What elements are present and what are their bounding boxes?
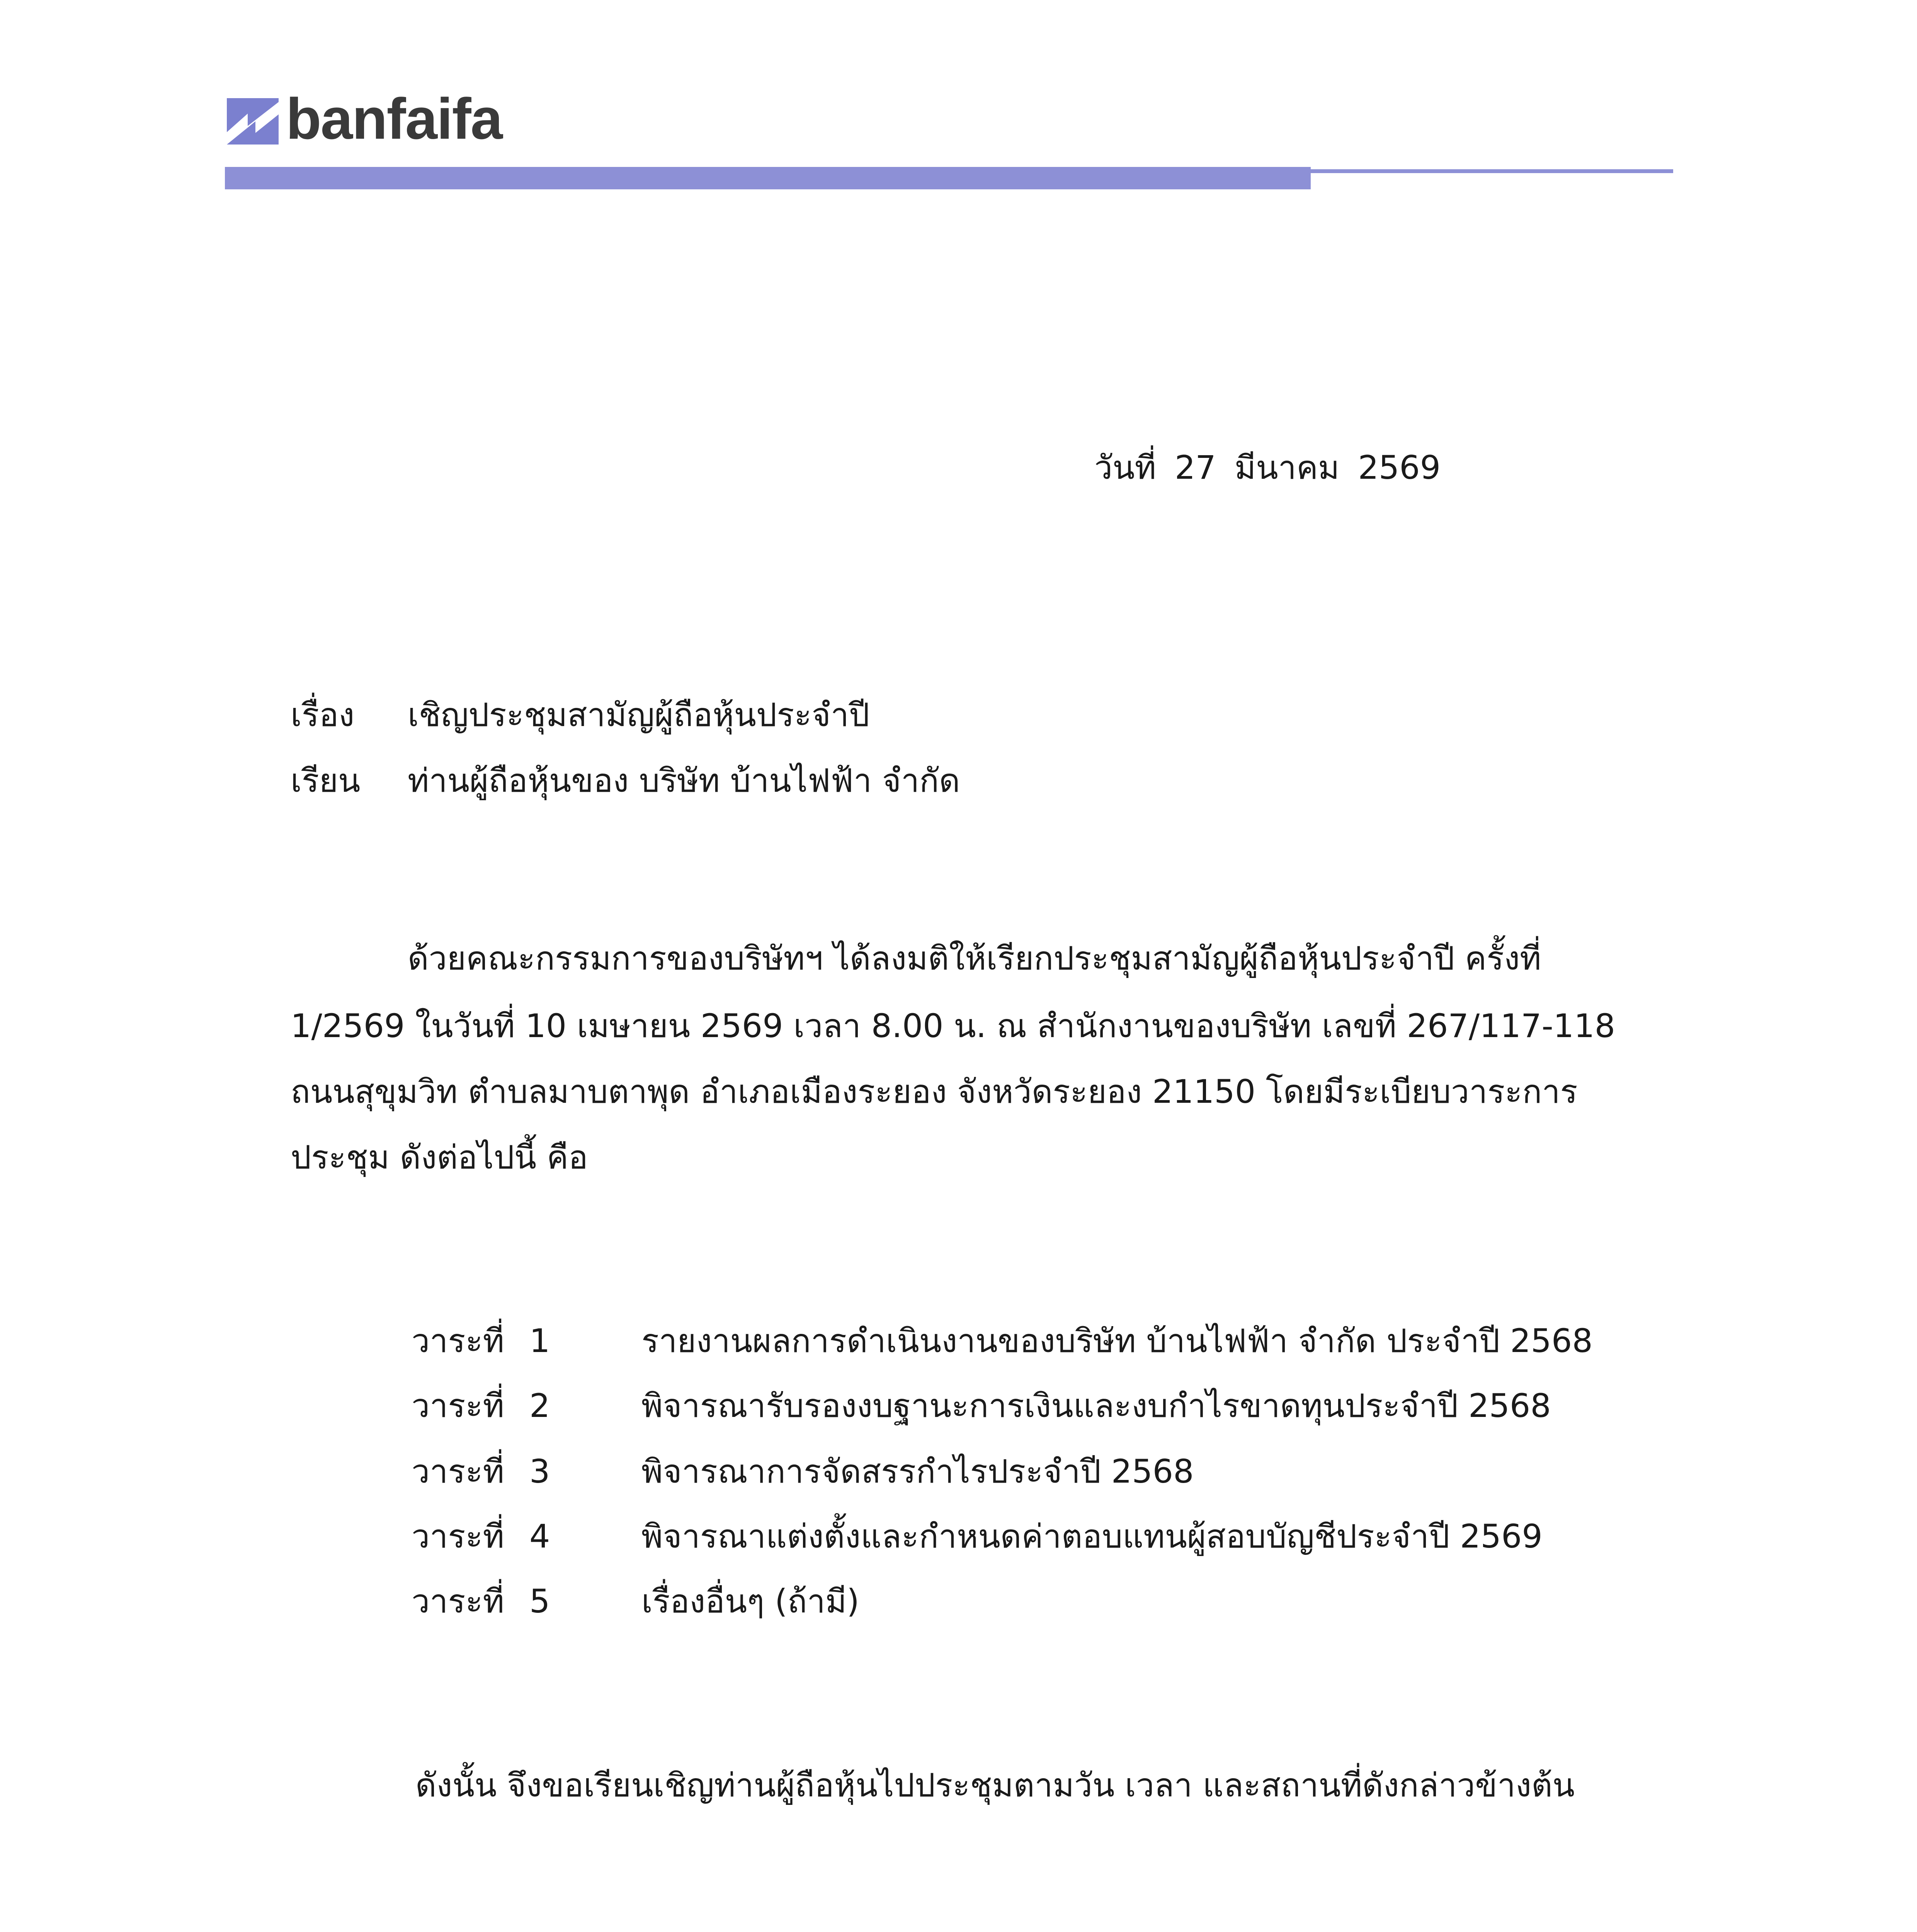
agenda-item-number: 5 <box>529 1582 550 1620</box>
agenda-item-number: 1 <box>529 1322 550 1360</box>
body-paragraph-line: ถนนสุขุมวิท ตำบลมาบตาพุด อำเภอเมืองระยอง จังหวัดระยอง 21150 โดยมีระเบียบวาระการ <box>291 1073 1578 1111</box>
agenda-item-number: 4 <box>529 1517 550 1555</box>
date-prefix: วันที่ <box>1094 449 1156 486</box>
company-logo-icon <box>227 98 279 145</box>
subject-label: เรื่อง <box>291 696 355 734</box>
agenda-item-label: วาระที่ <box>412 1517 504 1555</box>
agenda-item-label: วาระที่ <box>412 1582 504 1620</box>
letter-date <box>1094 444 1459 491</box>
brand-name: banfaifa <box>286 86 502 151</box>
agenda-item-text: พิจารณาการจัดสรรกำไรประจำปี 2568 <box>641 1452 1194 1490</box>
agenda-item-text: รายงานผลการดำเนินงานของบริษัท บ้านไฟฟ้า จำกัด ประจำปี 2568 <box>641 1322 1593 1360</box>
closing-sentence: ดังนั้น จึงขอเรียนเชิญท่านผู้ถือหุ้นไปประชุมตามวัน เวลา และสถานที่ดังกล่าวข้างต้น <box>415 1766 1575 1804</box>
subject-value: เชิญประชุมสามัญผู้ถือหุ้นประจำปี <box>408 696 870 734</box>
recipient-label: เรียน <box>291 762 361 799</box>
body-paragraph-line: ด้วยคณะกรรมการของบริษัทฯ ได้ลงมติให้เรียกประชุมสามัญผู้ถือหุ้นประจำปี ครั้งที่ <box>408 939 1541 977</box>
header-divider-line <box>1311 169 1673 173</box>
agenda-item-label: วาระที่ <box>412 1452 504 1490</box>
agenda-item-number: 2 <box>529 1387 550 1425</box>
recipient-value: ท่านผู้ถือหุ้นของ บริษัท บ้านไฟฟ้า จำกัด <box>408 762 960 799</box>
agenda-item-label: วาระที่ <box>412 1387 504 1425</box>
agenda-item-label: วาระที่ <box>412 1322 504 1360</box>
date-year: 2569 <box>1358 449 1441 486</box>
body-paragraph-line: 1/2569 ในวันที่ 10 เมษายน 2569 เวลา 8.00 น. ณ สำนักงานของบริษัท เลขที่ 267/117-118 <box>291 1007 1616 1045</box>
agenda-item-text: พิจารณาแต่งตั้งและกำหนดค่าตอบแทนผู้สอบบัญชีประจำปี 2569 <box>641 1517 1543 1555</box>
agenda-item-text: พิจารณารับรองงบฐานะการเงินและงบกำไรขาดทุนประจำปี 2568 <box>641 1387 1551 1425</box>
header-divider-bar <box>225 167 1311 189</box>
body-paragraph-line: ประชุม ดังต่อไปนี้ คือ <box>291 1138 588 1176</box>
date-day: 27 <box>1174 449 1216 486</box>
agenda-item-number: 3 <box>529 1452 550 1490</box>
agenda-item-text: เรื่องอื่นๆ (ถ้ามี) <box>641 1582 859 1620</box>
date-month: มีนาคม <box>1234 449 1340 486</box>
